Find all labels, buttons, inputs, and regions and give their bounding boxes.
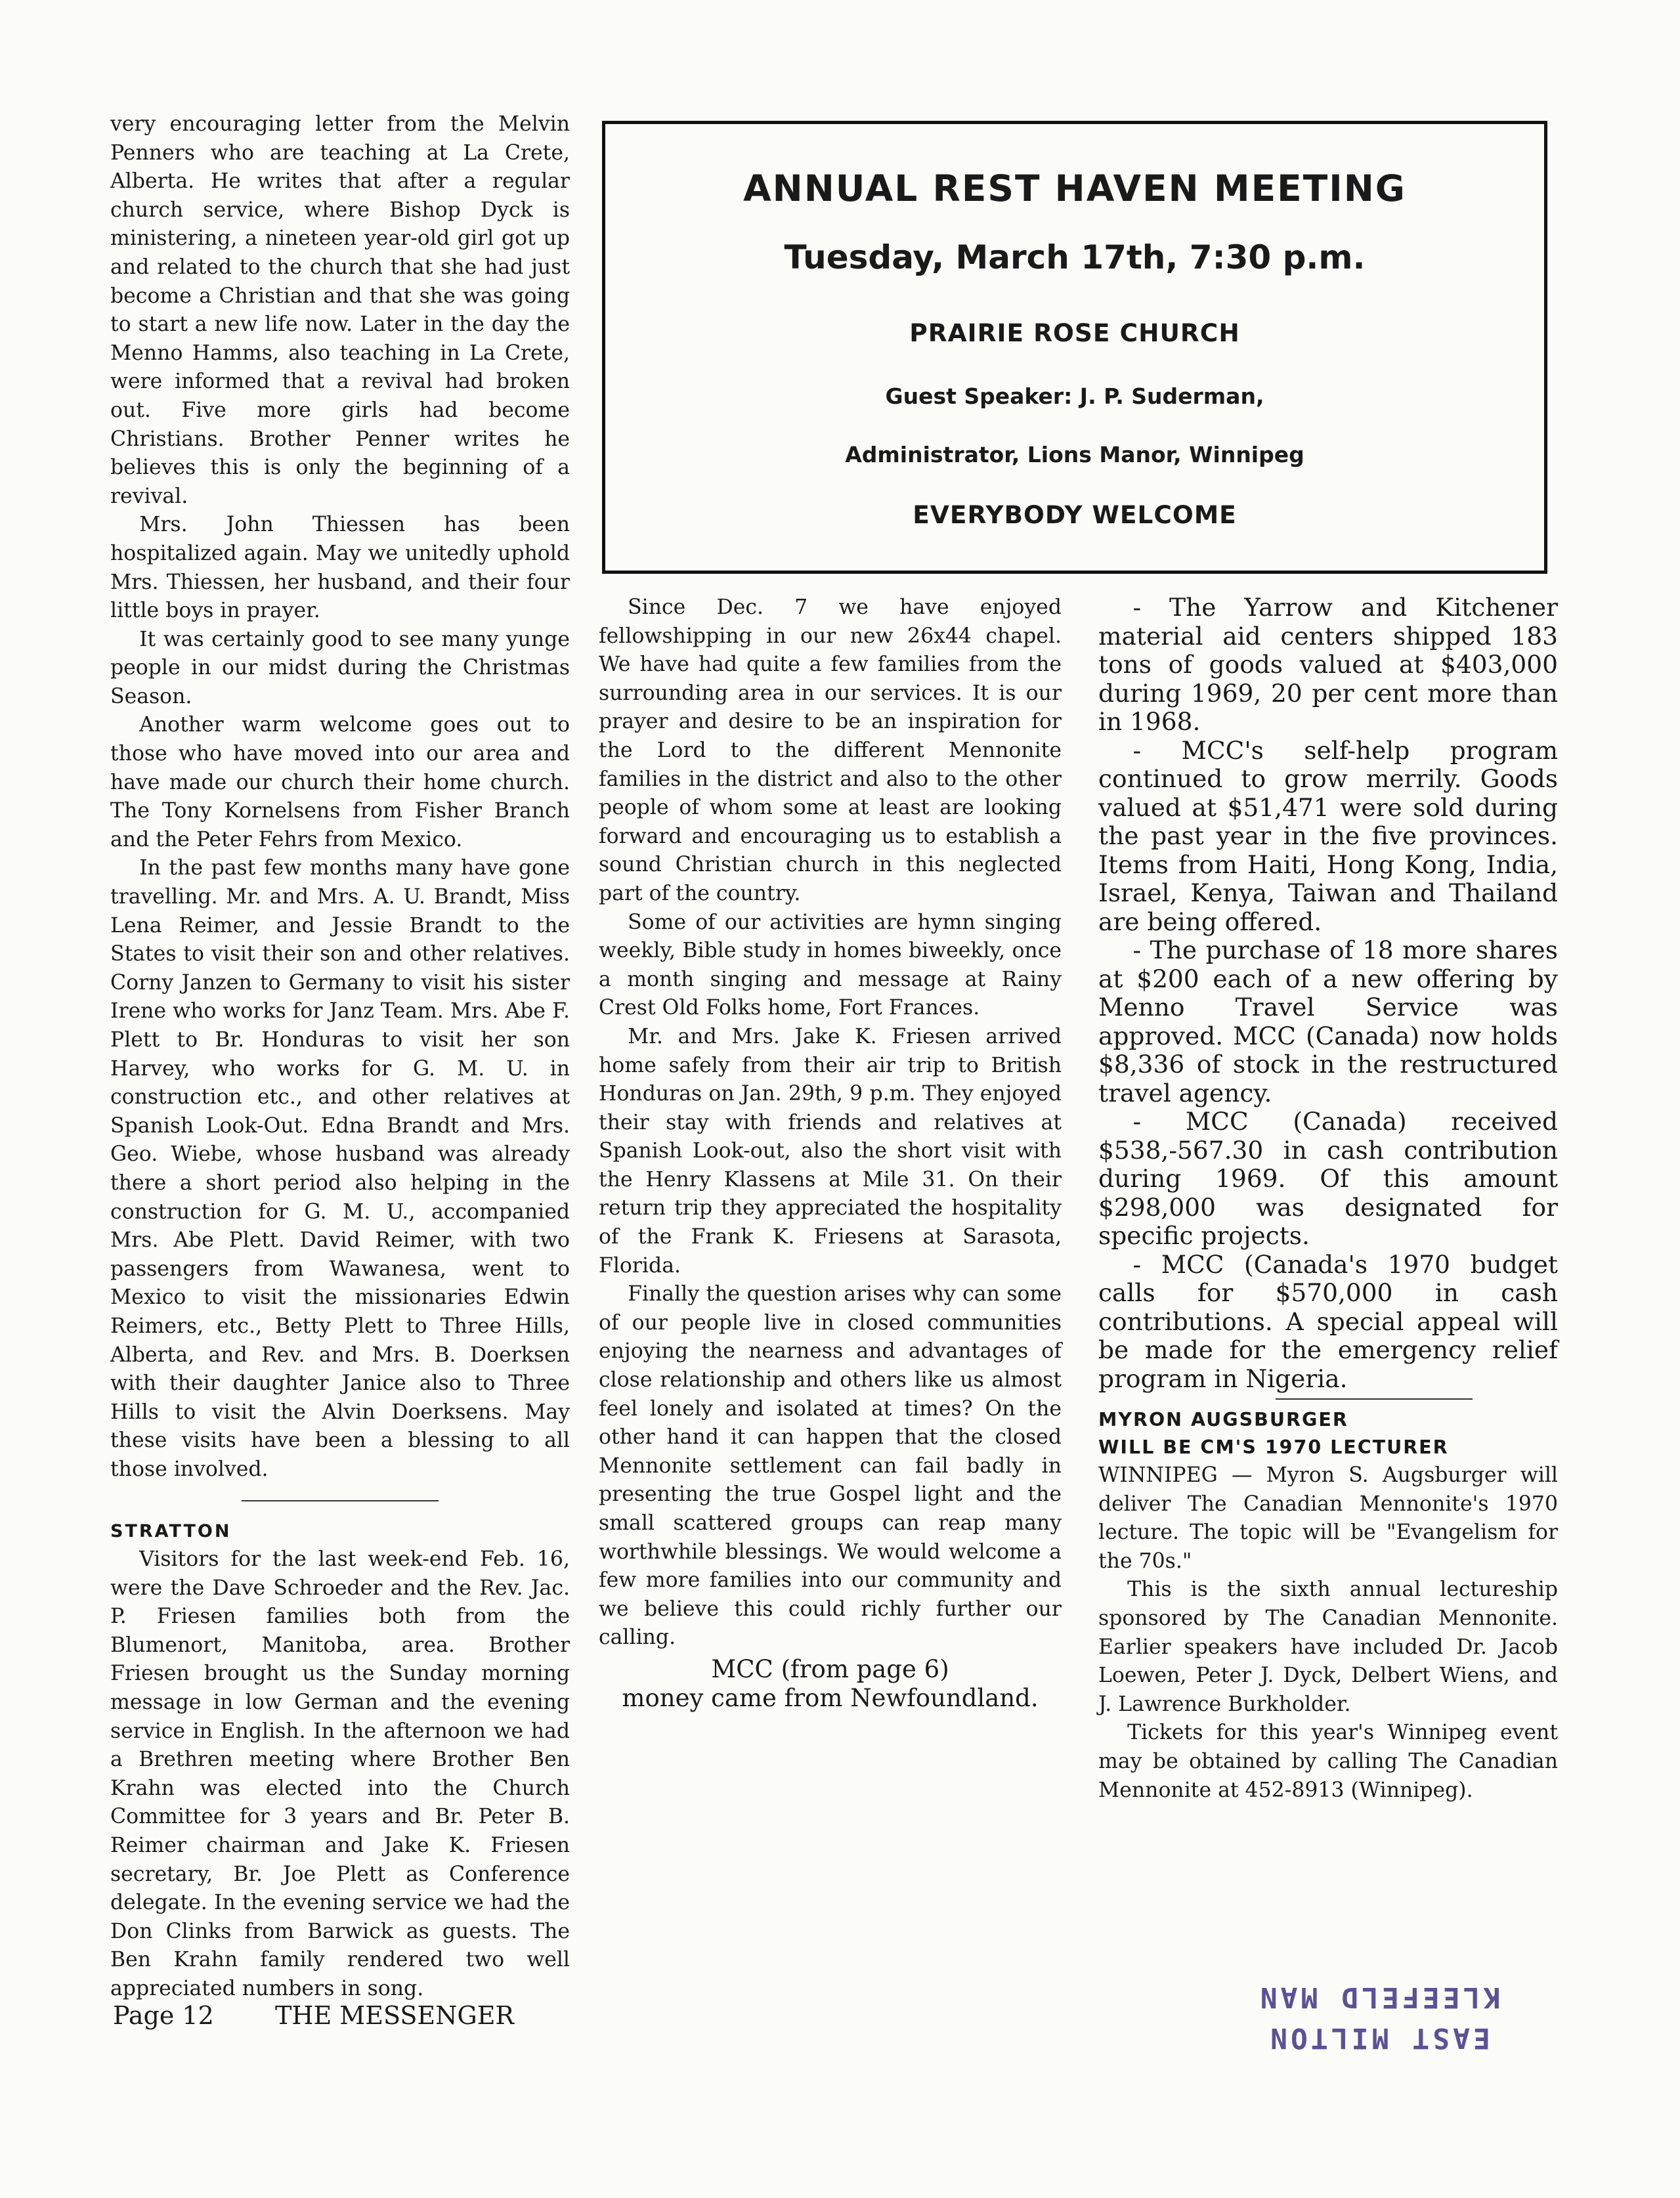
address-stamp — [1241, 1960, 1517, 2058]
page-number: Page 12 — [113, 2001, 214, 2030]
mcc-item: - MCC's self-help program continued to grow merrily. Goods valued at $51,471 were sold during the past year in the five provinces. Items from Haiti, Hong Kong, India, Israel, Kenya, Taiwan and Thailand are being offered. — [1098, 735, 1558, 936]
paragraph: WINNIPEG — Myron S. Augsburger will deliver The Canadian Mennonite's 1970 lecture. The topic will be "Evangelism for the 70s." — [1098, 1463, 1558, 1573]
continuation-label: MCC (from page 6) — [711, 1654, 949, 1683]
announcement-title: ANNUAL REST HAVEN MEETING — [743, 167, 1406, 209]
paragraph: very encouraging letter from the Melvin Penners who are teaching at La Crete, Alberta. He writes that after a regular church service, where Bishop Dyck is ministering, a nineteen year-old girl got up and related to the church that she had just become a Christian and that she was going to start a new life now. Later in the day the Menno Hamms, also teaching in La Crete, were informed that a revival had broken out. Five more girls had become Christians. Brother Penner writes he believes this is only the beginning of a revival. — [110, 112, 570, 508]
announcement-place: PRAIRIE ROSE CHURCH — [909, 318, 1240, 347]
paragraph: Visitors for the last week-end Feb. 16, were the Dave Schroeder and the Rev. Jac. P. Friesen families both from the Blumenort, Manitoba, area. Brother Friesen brought us the Sunday morning message in low German and the evening service in English. In the afternoon we had a Brethren meeting where Brother Ben Krahn was elected into the Church Committee for 3 years and Br. Peter B. Reimer chairman and Jake K. Friesen secretary, Br. Joe Plett as Conference delegate. In the evening service we had the Don Clinks from Barwick as guests. The Ben Krahn family rendered two well appreciated numbers in song. — [110, 1547, 570, 2000]
paragraph: It was certainly good to see many yunge people in our midst during the Christmas Season. — [110, 627, 570, 708]
middle-column — [599, 593, 1062, 1713]
divider — [1276, 1398, 1473, 1400]
continuation-text: money came from Newfoundland. — [622, 1683, 1039, 1712]
left-column — [110, 110, 570, 2004]
paragraph: Some of our activities are hymn singing weekly, Bible study in homes biweekly, once a month singing and message at Rainy Crest Old Folks home, Fort Frances. — [599, 910, 1062, 1020]
mcc-item: - The purchase of 18 more shares at $200 each of a new offering by Menno Travel Service was approved. MCC (Canada) now holds $8,336 of stock in the restructured travel agency. — [1098, 936, 1558, 1108]
paragraph: Tickets for this year's Winnipeg event may be obtained by calling The Canadian Mennonite at 452-8913 (Winnipeg). — [1098, 1721, 1558, 1802]
announcement-speaker: Guest Speaker: J. P. Suderman, — [885, 383, 1264, 409]
mcc-item: - MCC (Canada's 1970 budget calls for $570,000 in cash contributions. A special appeal will be made for the emergency relief program in Nigeria. — [1098, 1249, 1558, 1393]
stamp-line: KLEEFELD MAN — [1257, 1981, 1501, 2014]
announcement-role: Administrator, Lions Manor, Winnipeg — [845, 442, 1304, 467]
divider — [242, 1500, 439, 1501]
headline-line2: WILL BE CM'S 1970 LECTURER — [1098, 1436, 1449, 1458]
mcc-item: - MCC (Canada) received $538,-567.30 in cash contribution during 1969. Of this amount $298,000 was designated for specific projects. — [1098, 1107, 1558, 1250]
paragraph: Finally the question arises why can some of our people live in closed communities enjoying the nearness and advantages of close relationship and others like us almost feel lonely and isolated at times? On the other hand it can happen that the closed Mennonite settlement can fail badly in presenting the true Gospel light and the small scattered groups can reap many worthwhile blessings. We would welcome a few more families into our community and we believe this could richly further our calling. — [599, 1282, 1062, 1650]
paragraph: This is the sixth annual lectureship sponsored by The Canadian Mennonite. Earlier speakers have included Dr. Jacob Loewen, Peter J. Dyck, Delbert Wiens, and J. Lawrence Burkholder. — [1098, 1578, 1558, 1716]
announcement-date: Tuesday, March 17th, 7:30 p.m. — [784, 238, 1366, 276]
right-column — [1098, 593, 1558, 1805]
headline-line1: MYRON AUGSBURGER — [1098, 1409, 1348, 1431]
stamp-line: EAST MILTON — [1267, 2021, 1490, 2054]
paragraph: Since Dec. 7 we have enjoyed fellowshipping in our new 26x44 chapel. We have had quite a few families from the surrounding area in our services. It is our prayer and desire to be an inspiration for the Lord to the different Mennonite families in the district and also to the other people of whom some at least are looking forward and encouraging us to establish a sound Christian church in this neglected part of the country. — [599, 595, 1062, 905]
paragraph: Another warm welcome goes out to those who have moved into our area and have made our church their home church. The Tony Kornelsens from Fisher Branch and the Peter Fehrs from Mexico. — [110, 713, 570, 851]
announcement-welcome: EVERYBODY WELCOME — [913, 500, 1237, 529]
paragraph: In the past few months many have gone travelling. Mr. and Mrs. A. U. Brandt, Miss Lena Reimer, and Jessie Brandt to the States to visit their son and other relatives. Corny Janzen to Germany to visit his sister Irene who works for Janz Team. Mrs. Abe F. Plett to Br. Honduras to visit her son Harvey, who works for G. M. U. in construction etc., and other relatives at Spanish Look-Out. Edna Brandt and Mrs. Geo. Wiebe, whose husband was already there a short period also helping in the construction for G. M. U., accompanied Mrs. Abe Plett. David Reimer, with two passengers from Wawanesa, went to Mexico to visit the missionaries Edwin Reimers, etc., Betty Plett to Three Hills, Alberta, and Rev. and Mrs. B. Doerksen with their daughter Janice also to Three Hills to visit the Alvin Doerksens. May these visits have been a blessing to all those involved. — [110, 856, 570, 1481]
paragraph: Mr. and Mrs. Jake K. Friesen arrived home safely from their air trip to British Honduras on Jan. 29th, 9 p.m. They enjoyed their stay with friends and relatives at Spanish Look-out, also the short visit with the Henry Klassens at Mile 31. On their return trip they appreciated the hospitality of the Frank K. Friesens at Sarasota, Florida. — [599, 1024, 1062, 1278]
paragraph: Mrs. John Thiessen has been hospitalized again. May we unitedly uphold Mrs. Thiessen, her husband, and their four little boys in prayer. — [110, 513, 570, 623]
mcc-item: - The Yarrow and Kitchener material aid centers shipped 183 tons of goods valued at $403,000 during 1969, 20 per cent more than in 1968. — [1098, 593, 1558, 736]
section-heading-stratton: STRATTON — [110, 1520, 232, 1541]
publication-name: THE MESSENGER — [275, 2001, 515, 2030]
announcement-box — [602, 121, 1547, 574]
